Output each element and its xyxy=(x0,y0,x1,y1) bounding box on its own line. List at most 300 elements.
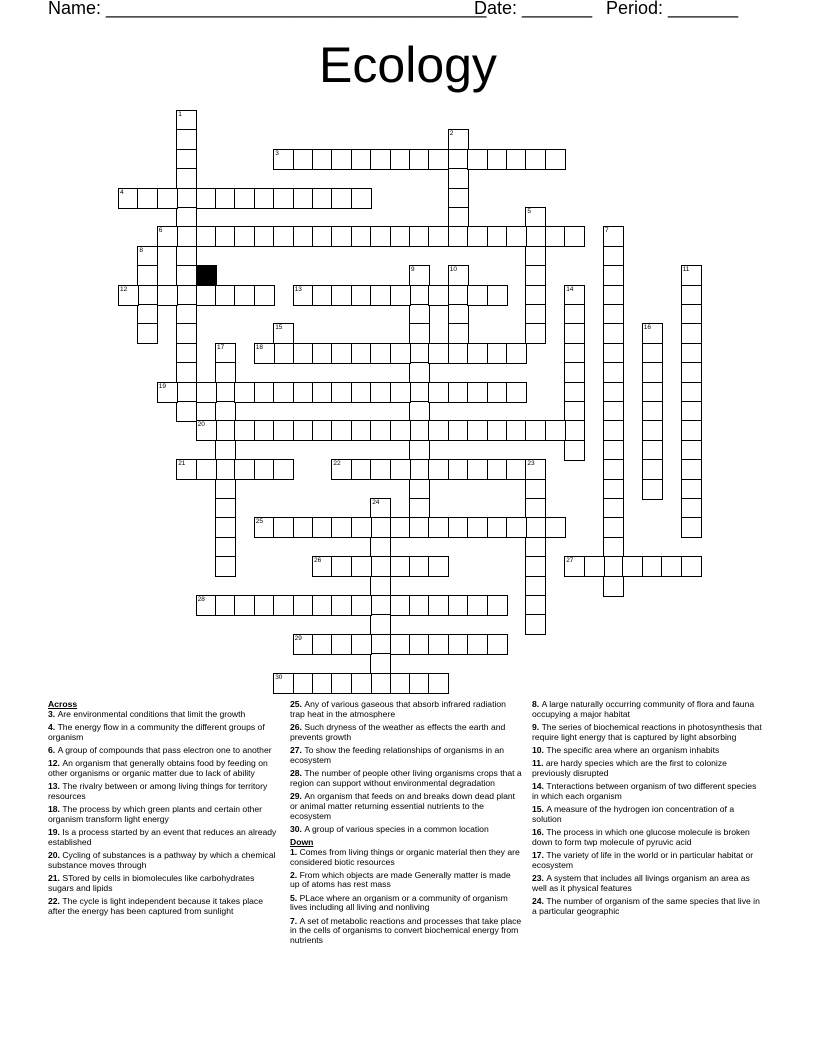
grid-cell[interactable] xyxy=(215,595,236,616)
grid-cell[interactable] xyxy=(351,459,372,480)
grid-cell[interactable] xyxy=(603,362,624,383)
grid-cell[interactable] xyxy=(467,420,488,441)
grid-cell[interactable] xyxy=(564,362,585,383)
grid-cell[interactable] xyxy=(137,323,158,344)
grid-cell[interactable] xyxy=(176,168,197,189)
grid-cell[interactable] xyxy=(409,226,430,247)
grid-cell[interactable] xyxy=(622,556,643,577)
grid-cell[interactable] xyxy=(525,517,546,538)
grid-cell[interactable] xyxy=(215,556,236,577)
grid-cell[interactable] xyxy=(157,285,178,306)
grid-cell[interactable] xyxy=(603,401,624,422)
grid-cell[interactable] xyxy=(487,226,508,247)
grid-cell[interactable] xyxy=(681,362,702,383)
grid-cell[interactable] xyxy=(681,323,702,344)
grid-cell[interactable] xyxy=(331,420,352,441)
grid-cell[interactable] xyxy=(215,226,236,247)
grid-cell[interactable] xyxy=(215,188,236,209)
grid-cell[interactable] xyxy=(137,285,158,306)
grid-cell[interactable] xyxy=(273,595,294,616)
grid-cell[interactable] xyxy=(409,517,430,538)
grid-cell[interactable] xyxy=(428,420,449,441)
grid-cell[interactable] xyxy=(196,595,217,616)
grid-cell[interactable] xyxy=(603,498,624,519)
grid-cell[interactable] xyxy=(312,634,333,655)
grid-cell[interactable] xyxy=(137,265,158,286)
grid-cell[interactable] xyxy=(681,498,702,519)
grid-cell[interactable] xyxy=(331,634,352,655)
grid-cell[interactable] xyxy=(681,304,702,325)
grid-cell[interactable] xyxy=(448,382,469,403)
grid-cell[interactable] xyxy=(331,285,352,306)
date-field-label[interactable]: Date: _______ xyxy=(474,0,593,18)
grid-cell[interactable] xyxy=(293,382,314,403)
grid-cell[interactable] xyxy=(331,459,352,480)
grid-cell[interactable] xyxy=(642,343,663,364)
grid-cell[interactable] xyxy=(409,382,430,403)
grid-cell[interactable] xyxy=(273,459,294,480)
grid-cell[interactable] xyxy=(370,459,391,480)
grid-cell[interactable] xyxy=(681,285,702,306)
grid-cell[interactable] xyxy=(525,479,546,500)
grid-cell[interactable] xyxy=(176,343,197,364)
grid-cell[interactable] xyxy=(390,673,411,694)
grid-cell[interactable] xyxy=(312,595,333,616)
grid-cell[interactable] xyxy=(137,304,158,325)
grid-cell[interactable] xyxy=(603,304,624,325)
grid-cell[interactable] xyxy=(176,226,197,247)
grid-cell[interactable] xyxy=(467,595,488,616)
grid-cell[interactable] xyxy=(603,265,624,286)
grid-cell[interactable] xyxy=(564,285,585,306)
grid-cell[interactable] xyxy=(603,285,624,306)
grid-cell[interactable] xyxy=(448,265,469,286)
grid-cell[interactable] xyxy=(428,556,449,577)
grid-cell[interactable] xyxy=(448,595,469,616)
grid-cell[interactable] xyxy=(351,188,372,209)
grid-cell[interactable] xyxy=(390,517,411,538)
grid-cell[interactable] xyxy=(584,556,605,577)
grid-cell[interactable] xyxy=(642,440,663,461)
grid-cell[interactable] xyxy=(467,634,488,655)
grid-cell[interactable] xyxy=(390,595,411,616)
grid-cell[interactable] xyxy=(506,382,527,403)
grid-cell[interactable] xyxy=(681,459,702,480)
grid-cell[interactable] xyxy=(525,149,546,170)
grid-cell[interactable] xyxy=(409,401,430,422)
grid-cell[interactable] xyxy=(312,382,333,403)
grid-cell[interactable] xyxy=(273,343,294,364)
grid-cell[interactable] xyxy=(642,556,663,577)
grid-cell[interactable] xyxy=(273,323,294,344)
grid-cell[interactable] xyxy=(642,401,663,422)
grid-cell[interactable] xyxy=(215,285,236,306)
grid-cell[interactable] xyxy=(312,149,333,170)
grid-cell[interactable] xyxy=(390,420,411,441)
grid-cell[interactable] xyxy=(545,420,566,441)
grid-cell[interactable] xyxy=(370,517,391,538)
grid-cell[interactable] xyxy=(603,556,624,577)
grid-cell[interactable] xyxy=(273,673,294,694)
grid-cell[interactable] xyxy=(603,323,624,344)
grid-cell[interactable] xyxy=(351,420,372,441)
grid-cell[interactable] xyxy=(409,343,430,364)
grid-cell[interactable] xyxy=(312,673,333,694)
grid-cell[interactable] xyxy=(681,401,702,422)
grid-cell[interactable] xyxy=(681,382,702,403)
grid-cell[interactable] xyxy=(564,401,585,422)
grid-cell[interactable] xyxy=(428,595,449,616)
grid-cell[interactable] xyxy=(293,673,314,694)
grid-cell[interactable] xyxy=(293,285,314,306)
grid-cell[interactable] xyxy=(428,517,449,538)
grid-cell[interactable] xyxy=(176,401,197,422)
grid-cell[interactable] xyxy=(254,595,275,616)
grid-cell[interactable] xyxy=(525,226,546,247)
grid-cell[interactable] xyxy=(603,226,624,247)
grid-cell[interactable] xyxy=(312,517,333,538)
grid-cell[interactable] xyxy=(331,673,352,694)
grid-cell[interactable] xyxy=(370,614,391,635)
grid-cell[interactable] xyxy=(196,382,217,403)
grid-cell[interactable] xyxy=(603,246,624,267)
grid-cell[interactable] xyxy=(681,517,702,538)
period-field-label[interactable]: Period: _______ xyxy=(606,0,739,18)
grid-cell[interactable] xyxy=(603,440,624,461)
grid-cell[interactable] xyxy=(370,634,391,655)
grid-cell[interactable] xyxy=(487,634,508,655)
grid-cell[interactable] xyxy=(118,285,139,306)
grid-cell[interactable] xyxy=(409,304,430,325)
grid-cell[interactable] xyxy=(681,479,702,500)
grid-cell[interactable] xyxy=(428,285,449,306)
grid-cell[interactable] xyxy=(312,285,333,306)
grid-cell[interactable] xyxy=(157,382,178,403)
grid-cell[interactable] xyxy=(409,265,430,286)
grid-cell[interactable] xyxy=(428,149,449,170)
grid-cell[interactable] xyxy=(254,226,275,247)
grid-cell[interactable] xyxy=(448,517,469,538)
grid-cell[interactable] xyxy=(331,382,352,403)
grid-cell[interactable] xyxy=(234,420,255,441)
grid-cell[interactable] xyxy=(273,382,294,403)
grid-cell[interactable] xyxy=(331,226,352,247)
grid-cell[interactable] xyxy=(370,653,391,674)
grid-cell[interactable] xyxy=(525,285,546,306)
grid-cell[interactable] xyxy=(506,420,527,441)
grid-cell[interactable] xyxy=(370,673,391,694)
grid-cell[interactable] xyxy=(254,343,275,364)
grid-cell[interactable] xyxy=(525,265,546,286)
grid-cell[interactable] xyxy=(525,498,546,519)
grid-cell[interactable] xyxy=(603,537,624,558)
grid-cell[interactable] xyxy=(448,323,469,344)
grid-cell[interactable] xyxy=(331,188,352,209)
grid-cell[interactable] xyxy=(564,420,585,441)
grid-cell[interactable] xyxy=(331,556,352,577)
grid-cell[interactable] xyxy=(409,459,430,480)
grid-cell[interactable] xyxy=(273,420,294,441)
grid-cell[interactable] xyxy=(351,226,372,247)
grid-cell[interactable] xyxy=(564,343,585,364)
grid-cell[interactable] xyxy=(176,129,197,150)
grid-cell[interactable] xyxy=(215,420,236,441)
grid-cell[interactable] xyxy=(176,285,197,306)
grid-cell[interactable] xyxy=(293,517,314,538)
grid-cell[interactable] xyxy=(176,188,197,209)
grid-cell[interactable] xyxy=(312,343,333,364)
grid-cell[interactable] xyxy=(409,673,430,694)
grid-cell[interactable] xyxy=(661,556,682,577)
grid-cell[interactable] xyxy=(428,459,449,480)
grid-cell[interactable] xyxy=(390,634,411,655)
grid-cell[interactable] xyxy=(428,634,449,655)
grid-cell[interactable] xyxy=(525,556,546,577)
grid-cell[interactable] xyxy=(196,420,217,441)
grid-cell[interactable] xyxy=(312,420,333,441)
grid-cell[interactable] xyxy=(448,304,469,325)
grid-cell[interactable] xyxy=(525,595,546,616)
grid-cell[interactable] xyxy=(390,285,411,306)
grid-cell[interactable] xyxy=(293,420,314,441)
grid-cell[interactable] xyxy=(448,343,469,364)
grid-cell[interactable] xyxy=(564,304,585,325)
grid-cell[interactable] xyxy=(215,459,236,480)
grid-cell[interactable] xyxy=(564,323,585,344)
grid-cell[interactable] xyxy=(312,226,333,247)
grid-cell[interactable] xyxy=(564,440,585,461)
grid-cell[interactable] xyxy=(215,382,236,403)
grid-cell[interactable] xyxy=(118,188,139,209)
grid-cell[interactable] xyxy=(409,362,430,383)
grid-cell[interactable] xyxy=(506,226,527,247)
grid-cell[interactable] xyxy=(467,459,488,480)
grid-cell[interactable] xyxy=(176,207,197,228)
grid-cell[interactable] xyxy=(448,149,469,170)
grid-cell[interactable] xyxy=(215,401,236,422)
grid-cell[interactable] xyxy=(603,517,624,538)
grid-cell[interactable] xyxy=(448,420,469,441)
grid-cell[interactable] xyxy=(293,595,314,616)
grid-cell[interactable] xyxy=(603,576,624,597)
grid-cell[interactable] xyxy=(525,537,546,558)
grid-cell[interactable] xyxy=(409,556,430,577)
grid-cell[interactable] xyxy=(273,188,294,209)
grid-cell[interactable] xyxy=(409,479,430,500)
grid-cell[interactable] xyxy=(390,459,411,480)
grid-cell[interactable] xyxy=(234,188,255,209)
grid-cell[interactable] xyxy=(293,343,314,364)
grid-cell[interactable] xyxy=(176,110,197,131)
grid-cell[interactable] xyxy=(234,595,255,616)
grid-cell[interactable] xyxy=(351,595,372,616)
grid-cell[interactable] xyxy=(487,149,508,170)
grid-cell[interactable] xyxy=(370,556,391,577)
grid-cell[interactable] xyxy=(487,595,508,616)
grid-cell[interactable] xyxy=(370,537,391,558)
grid-cell[interactable] xyxy=(234,382,255,403)
grid-cell[interactable] xyxy=(603,420,624,441)
grid-cell[interactable] xyxy=(137,246,158,267)
grid-cell[interactable] xyxy=(293,149,314,170)
grid-cell[interactable] xyxy=(351,556,372,577)
grid-cell[interactable] xyxy=(448,459,469,480)
grid-cell[interactable] xyxy=(409,285,430,306)
grid-cell[interactable] xyxy=(467,517,488,538)
grid-cell[interactable] xyxy=(448,129,469,150)
grid-cell[interactable] xyxy=(293,634,314,655)
grid-cell[interactable] xyxy=(351,517,372,538)
grid-cell[interactable] xyxy=(409,498,430,519)
grid-cell[interactable] xyxy=(234,285,255,306)
grid-cell[interactable] xyxy=(273,517,294,538)
grid-cell[interactable] xyxy=(525,420,546,441)
grid-cell[interactable] xyxy=(370,595,391,616)
grid-cell[interactable] xyxy=(370,226,391,247)
grid-cell[interactable] xyxy=(351,382,372,403)
grid-cell[interactable] xyxy=(428,343,449,364)
grid-cell[interactable] xyxy=(176,304,197,325)
grid-cell[interactable] xyxy=(215,498,236,519)
grid-cell[interactable] xyxy=(409,440,430,461)
grid-cell[interactable] xyxy=(370,343,391,364)
grid-cell[interactable] xyxy=(351,634,372,655)
grid-cell[interactable] xyxy=(196,188,217,209)
grid-cell[interactable] xyxy=(215,343,236,364)
grid-cell[interactable] xyxy=(157,188,178,209)
grid-cell[interactable] xyxy=(642,420,663,441)
grid-cell[interactable] xyxy=(215,517,236,538)
grid-cell[interactable] xyxy=(545,517,566,538)
grid-cell[interactable] xyxy=(351,149,372,170)
grid-cell[interactable] xyxy=(176,323,197,344)
grid-cell[interactable] xyxy=(681,265,702,286)
grid-cell[interactable] xyxy=(506,149,527,170)
grid-cell[interactable] xyxy=(487,517,508,538)
grid-cell[interactable] xyxy=(176,382,197,403)
grid-cell[interactable] xyxy=(525,459,546,480)
grid-cell[interactable] xyxy=(351,343,372,364)
grid-cell[interactable] xyxy=(176,459,197,480)
grid-cell[interactable] xyxy=(370,576,391,597)
grid-cell[interactable] xyxy=(254,382,275,403)
grid-cell[interactable] xyxy=(545,149,566,170)
grid-cell[interactable] xyxy=(137,188,158,209)
grid-cell[interactable] xyxy=(390,382,411,403)
grid-cell[interactable] xyxy=(254,285,275,306)
grid-cell[interactable] xyxy=(196,226,217,247)
grid-cell[interactable] xyxy=(467,285,488,306)
grid-cell[interactable] xyxy=(428,673,449,694)
grid-cell[interactable] xyxy=(409,149,430,170)
grid-cell[interactable] xyxy=(273,149,294,170)
grid-cell[interactable] xyxy=(293,188,314,209)
grid-cell[interactable] xyxy=(506,517,527,538)
grid-cell[interactable] xyxy=(215,440,236,461)
grid-cell[interactable] xyxy=(506,343,527,364)
grid-cell[interactable] xyxy=(312,556,333,577)
grid-cell[interactable] xyxy=(448,226,469,247)
grid-cell[interactable] xyxy=(273,226,294,247)
grid-cell[interactable] xyxy=(681,420,702,441)
grid-cell[interactable] xyxy=(642,323,663,344)
grid-cell[interactable] xyxy=(642,362,663,383)
grid-cell[interactable] xyxy=(545,226,566,247)
grid-cell[interactable] xyxy=(196,459,217,480)
grid-cell[interactable] xyxy=(176,265,197,286)
grid-cell[interactable] xyxy=(254,459,275,480)
grid-cell[interactable] xyxy=(234,459,255,480)
name-field-label[interactable]: Name: ______________________________________ xyxy=(48,0,487,18)
grid-cell[interactable] xyxy=(642,479,663,500)
grid-cell[interactable] xyxy=(331,149,352,170)
grid-cell[interactable] xyxy=(467,226,488,247)
grid-cell[interactable] xyxy=(506,459,527,480)
grid-cell[interactable] xyxy=(176,149,197,170)
grid-cell[interactable] xyxy=(467,149,488,170)
grid-cell[interactable] xyxy=(487,420,508,441)
grid-cell[interactable] xyxy=(467,382,488,403)
grid-cell[interactable] xyxy=(564,226,585,247)
grid-cell[interactable] xyxy=(603,459,624,480)
grid-cell[interactable] xyxy=(487,382,508,403)
grid-cell[interactable] xyxy=(525,323,546,344)
grid-cell[interactable] xyxy=(215,362,236,383)
grid-cell[interactable] xyxy=(331,517,352,538)
grid-cell[interactable] xyxy=(215,537,236,558)
grid-cell[interactable] xyxy=(525,207,546,228)
grid-cell[interactable] xyxy=(487,285,508,306)
grid-cell[interactable] xyxy=(390,226,411,247)
grid-cell[interactable] xyxy=(525,614,546,635)
grid-cell[interactable] xyxy=(331,595,352,616)
grid-cell[interactable] xyxy=(157,226,178,247)
grid-cell[interactable] xyxy=(370,498,391,519)
grid-cell[interactable] xyxy=(525,246,546,267)
grid-cell[interactable] xyxy=(487,459,508,480)
grid-cell[interactable] xyxy=(681,440,702,461)
grid-cell[interactable] xyxy=(603,382,624,403)
grid-cell[interactable] xyxy=(370,420,391,441)
grid-cell[interactable] xyxy=(603,479,624,500)
grid-cell[interactable] xyxy=(176,246,197,267)
grid-cell[interactable] xyxy=(293,226,314,247)
grid-cell[interactable] xyxy=(390,556,411,577)
grid-cell[interactable] xyxy=(448,285,469,306)
grid-cell[interactable] xyxy=(642,382,663,403)
grid-cell[interactable] xyxy=(448,207,469,228)
grid-cell[interactable] xyxy=(390,149,411,170)
grid-cell[interactable] xyxy=(525,304,546,325)
grid-cell[interactable] xyxy=(448,634,469,655)
grid-cell[interactable] xyxy=(370,285,391,306)
grid-cell[interactable] xyxy=(409,420,430,441)
grid-cell[interactable] xyxy=(409,595,430,616)
grid-cell[interactable] xyxy=(642,459,663,480)
grid-cell[interactable] xyxy=(681,556,702,577)
grid-cell[interactable] xyxy=(254,517,275,538)
grid-cell[interactable] xyxy=(351,285,372,306)
grid-cell[interactable] xyxy=(215,479,236,500)
grid-cell[interactable] xyxy=(467,343,488,364)
grid-cell[interactable] xyxy=(254,188,275,209)
grid-cell[interactable] xyxy=(603,343,624,364)
grid-cell[interactable] xyxy=(254,420,275,441)
grid-cell[interactable] xyxy=(681,343,702,364)
grid-cell[interactable] xyxy=(234,226,255,247)
grid-cell[interactable] xyxy=(564,382,585,403)
grid-cell[interactable] xyxy=(564,556,585,577)
